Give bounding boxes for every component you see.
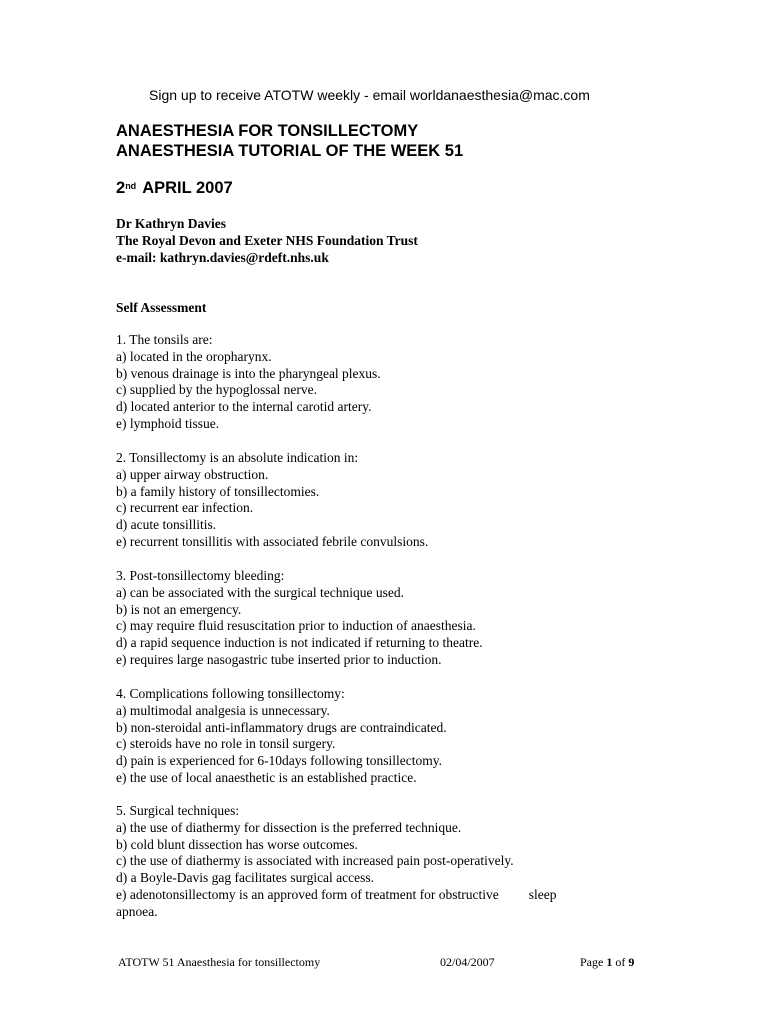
of-label: of xyxy=(615,955,626,969)
question-stem: 5. Surgical techniques: xyxy=(116,803,240,818)
question-option: c) may require fluid resuscitation prior to induction of anaesthesia. xyxy=(116,618,476,634)
question-option xyxy=(116,887,557,904)
question-option: c) the use of diathermy is associated with increased pain post-operatively. xyxy=(116,853,514,869)
question-option: a) located in the oropharynx. xyxy=(116,348,272,364)
question-option: d) a rapid sequence induction is not indicated if returning to theatre. xyxy=(116,635,483,651)
question-5 xyxy=(116,803,557,921)
author-affiliation: The Royal Devon and Exeter NHS Foundation Trust xyxy=(116,233,418,248)
question-option: b) a family history of tonsillectomies. xyxy=(116,483,320,499)
footer-date: 02/04/2007 xyxy=(440,955,495,969)
question-option: d) acute tonsillitis. xyxy=(116,517,217,533)
date-day: 2 xyxy=(116,179,126,197)
question-stem: 1. The tonsils are: xyxy=(116,332,213,347)
question-4 xyxy=(116,686,447,787)
question-option: d) a Boyle-Davis gag facilitates surgical access. xyxy=(116,870,375,886)
author-block xyxy=(116,215,418,266)
question-option: a) upper airway obstruction. xyxy=(116,466,269,482)
date-suffix: nd xyxy=(125,181,137,191)
question-option: e) the use of local anaesthetic is an established practice. xyxy=(116,769,417,785)
page-total: 9 xyxy=(628,955,635,969)
question-option: a) the use of diathermy for dissection is the preferred technique. xyxy=(116,819,462,835)
document-title: ANAESTHESIA FOR TONSILLECTOMY xyxy=(116,122,419,140)
question-stem: 3. Post-tonsillectomy bleeding: xyxy=(116,568,285,583)
question-option: b) cold blunt dissection has worse outcomes. xyxy=(116,836,358,852)
footer-page-number xyxy=(580,955,634,969)
question-2 xyxy=(116,450,428,551)
question-option: a) can be associated with the surgical technique used. xyxy=(116,584,405,600)
option-text: e) adenotonsillectomy is an approved form of treatment for obstructive xyxy=(116,886,499,902)
question-option: b) venous drainage is into the pharyngeal plexus. xyxy=(116,365,381,381)
question-stem: 2. Tonsillectomy is an absolute indication in: xyxy=(116,450,359,465)
question-option: c) recurrent ear infection. xyxy=(116,500,254,516)
question-option: b) is not an emergency. xyxy=(116,601,242,617)
question-option: c) steroids have no role in tonsil surgery. xyxy=(116,736,336,752)
question-option: e) lymphoid tissue. xyxy=(116,415,220,431)
footer-title: ATOTW 51 Anaesthesia for tonsillectomy xyxy=(118,955,321,969)
publication-date xyxy=(116,178,233,198)
question-option: a) multimodal analgesia is unnecessary. xyxy=(116,702,330,718)
document-subtitle: ANAESTHESIA TUTORIAL OF THE WEEK 51 xyxy=(116,142,464,160)
question-option: e) requires large nasogastric tube inserted prior to induction. xyxy=(116,651,442,667)
question-option: b) non-steroidal anti-inflammatory drugs are contraindicated. xyxy=(116,719,447,735)
question-option: c) supplied by the hypoglossal nerve. xyxy=(116,382,317,398)
signup-notice: Sign up to receive ATOTW weekly - email worldanaesthesia@mac.com xyxy=(149,87,590,103)
question-stem: 4. Complications following tonsillectomy: xyxy=(116,686,345,701)
question-option: e) recurrent tonsillitis with associated febrile convulsions. xyxy=(116,533,429,549)
question-3 xyxy=(116,568,483,669)
question-option-wrap: apnoea. xyxy=(116,903,158,919)
page-current: 1 xyxy=(606,955,613,969)
question-option: d) pain is experienced for 6-10days following tonsillectomy. xyxy=(116,753,443,769)
question-1 xyxy=(116,332,381,433)
question-option: d) located anterior to the internal carotid artery. xyxy=(116,399,372,415)
page-label: Page xyxy=(580,955,604,969)
date-rest: APRIL 2007 xyxy=(142,179,233,197)
author-name: Dr Kathryn Davies xyxy=(116,216,226,231)
author-email: e-mail: kathryn.davies@rdeft.nhs.uk xyxy=(116,250,329,265)
option-text-continued: sleep xyxy=(528,886,557,902)
section-heading: Self Assessment xyxy=(116,300,207,315)
